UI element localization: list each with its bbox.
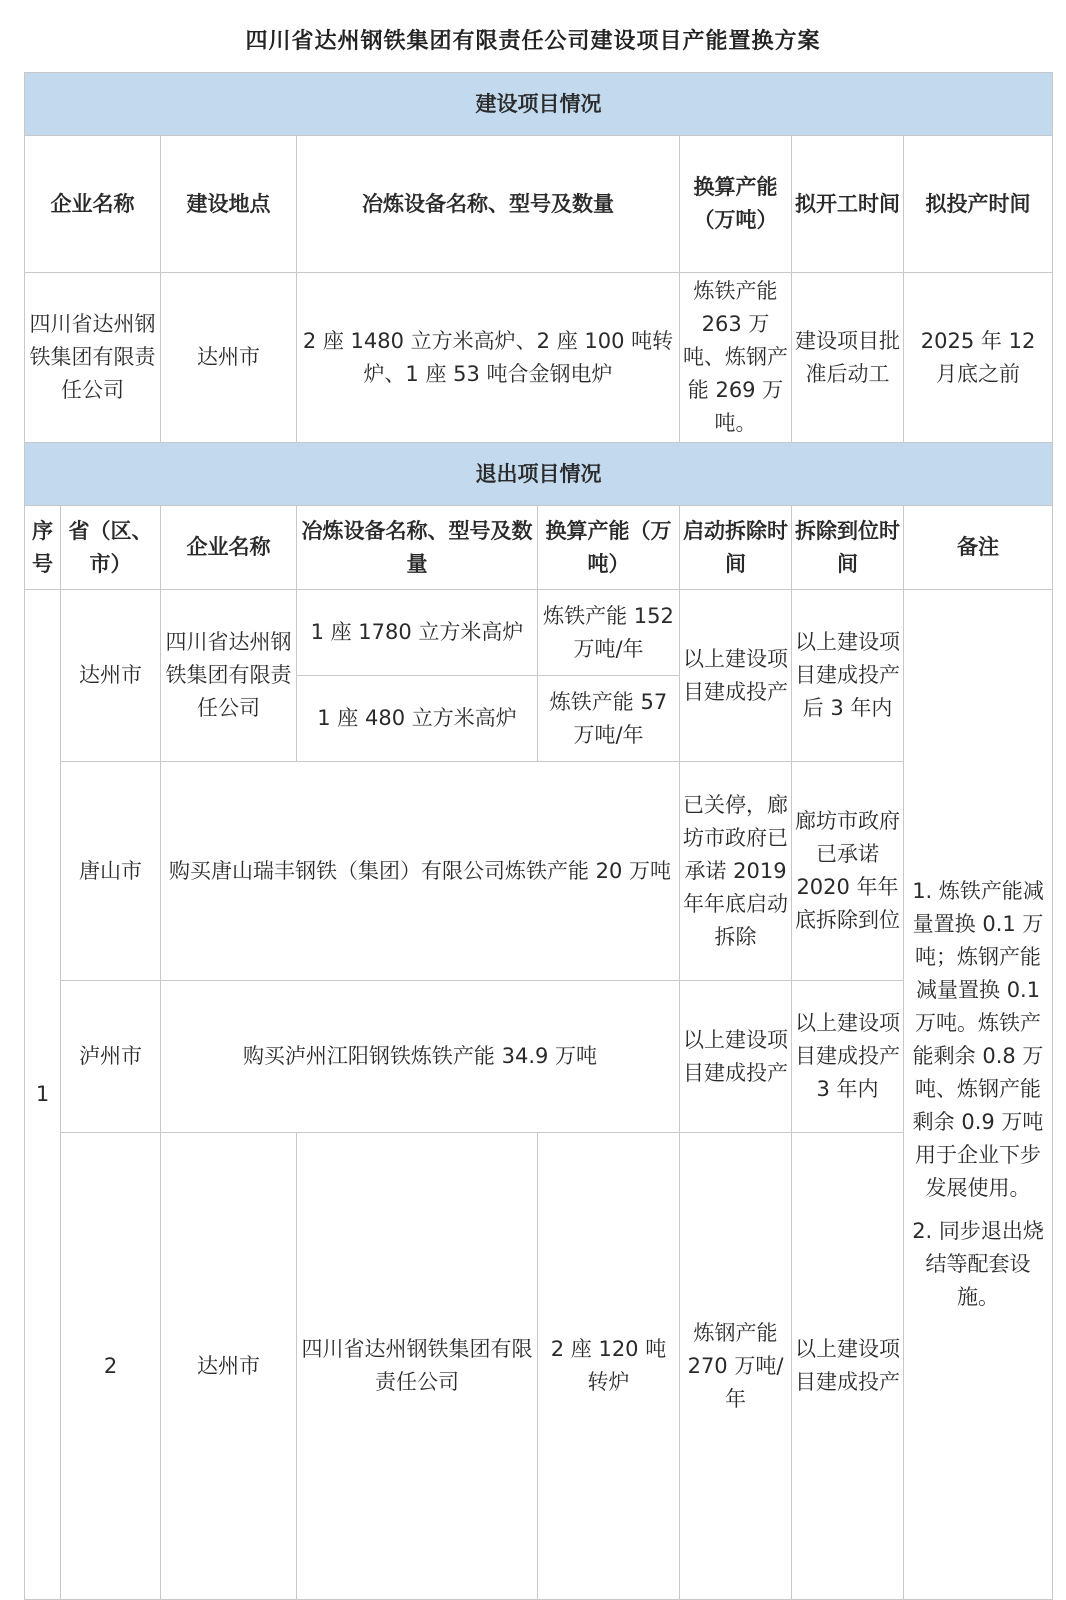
exit-header-row <box>25 506 1053 590</box>
header-company: 企业名称 <box>25 136 161 273</box>
construction-section-row <box>25 73 1053 136</box>
exit-row-luzhou <box>25 981 1053 1133</box>
exit-equipment-480: 1 座 480 立方米高炉 <box>297 676 538 762</box>
header-index: 序号 <box>25 506 61 590</box>
exit-content-luzhou: 购买泸州江阳钢铁炼铁产能 34.9 万吨 <box>161 981 680 1133</box>
exit-capacity-group2: 炼钢产能 270 万吨/年 <box>680 1133 792 1600</box>
header-exit-company: 企业名称 <box>161 506 297 590</box>
exit-region-dazhou: 达州市 <box>61 590 161 762</box>
header-capacity: 换算产能（万吨） <box>680 136 792 273</box>
construction-capacity: 炼铁产能 263 万吨、炼钢产能 269 万吨。 <box>680 273 792 443</box>
exit-index-1: 1 <box>25 590 61 1600</box>
exit-content-tangshan: 购买唐山瑞丰钢铁（集团）有限公司炼铁产能 20 万吨 <box>161 762 680 981</box>
header-production-time: 拟投产时间 <box>904 136 1053 273</box>
remark-item-1: 1. 炼铁产能减量置换 0.1 万吨；炼钢产能减量置换 0.1 万吨。炼铁产能剩余 0.8 万吨、炼钢产能剩余 0.9 万吨用于企业下步发展使用。 <box>912 879 1044 1200</box>
construction-header-row <box>25 136 1053 273</box>
exit-row-dazhou-a <box>25 590 1053 676</box>
exit-end-luzhou: 以上建设项目建成投产 3 年内 <box>792 981 904 1133</box>
header-remarks: 备注 <box>904 506 1053 590</box>
construction-company: 四川省达州钢铁集团有限责任公司 <box>25 273 161 443</box>
construction-data-row <box>25 273 1053 443</box>
exit-region-group2: 达州市 <box>161 1133 297 1600</box>
exit-row-tangshan <box>25 762 1053 981</box>
header-start-time: 拟开工时间 <box>792 136 904 273</box>
exit-remarks-cell <box>904 590 1053 1600</box>
header-demolition-end: 拆除到位时间 <box>792 506 904 590</box>
exit-end-tangshan: 廊坊市政府已承诺 2020 年年底拆除到位 <box>792 762 904 981</box>
header-demolition-start: 启动拆除时间 <box>680 506 792 590</box>
exit-start-dazhou: 以上建设项目建成投产 <box>680 590 792 762</box>
page-title: 四川省达州钢铁集团有限责任公司建设项目产能置换方案 <box>245 29 821 54</box>
header-location: 建设地点 <box>161 136 297 273</box>
exit-end-dazhou: 以上建设项目建成投产后 3 年内 <box>792 590 904 762</box>
exit-capacity-480: 炼铁产能 57 万吨/年 <box>538 676 680 762</box>
exit-company-dazhou: 四川省达州钢铁集团有限责任公司 <box>161 590 297 762</box>
exit-index-2: 2 <box>61 1133 161 1600</box>
exit-start-tangshan: 已关停，廊坊市政府已承诺 2019 年年底启动拆除 <box>680 762 792 981</box>
header-region: 省（区、市） <box>61 506 161 590</box>
header-exit-equipment: 冶炼设备名称、型号及数量 <box>297 506 538 590</box>
exit-section-row <box>25 443 1053 506</box>
construction-section-title: 建设项目情况 <box>25 73 1053 136</box>
exit-equipment-1780: 1 座 1780 立方米高炉 <box>297 590 538 676</box>
construction-equipment: 2 座 1480 立方米高炉、2 座 100 吨转炉、1 座 53 吨合金钢电炉 <box>297 273 680 443</box>
exit-region-luzhou: 泸州市 <box>61 981 161 1133</box>
capacity-replacement-table <box>24 72 1053 1600</box>
header-equipment: 冶炼设备名称、型号及数量 <box>297 136 680 273</box>
exit-start-group2: 以上建设项目建成投产 <box>792 1133 904 1600</box>
exit-row-group2-top <box>25 1133 1053 1367</box>
exit-company-group2: 四川省达州钢铁集团有限责任公司 <box>297 1133 538 1600</box>
exit-capacity-1780: 炼铁产能 152 万吨/年 <box>538 590 680 676</box>
remark-item-2: 2. 同步退出烧结等配套设施。 <box>912 1219 1044 1309</box>
exit-start-luzhou: 以上建设项目建成投产 <box>680 981 792 1133</box>
exit-equipment-group2: 2 座 120 吨转炉 <box>538 1133 680 1600</box>
exit-region-tangshan: 唐山市 <box>61 762 161 981</box>
exit-section-title: 退出项目情况 <box>25 443 1053 506</box>
construction-production-time: 2025 年 12 月底之前 <box>904 273 1053 443</box>
construction-start-time: 建设项目批准后动工 <box>792 273 904 443</box>
construction-location: 达州市 <box>161 273 297 443</box>
header-exit-capacity: 换算产能（万吨） <box>538 506 680 590</box>
